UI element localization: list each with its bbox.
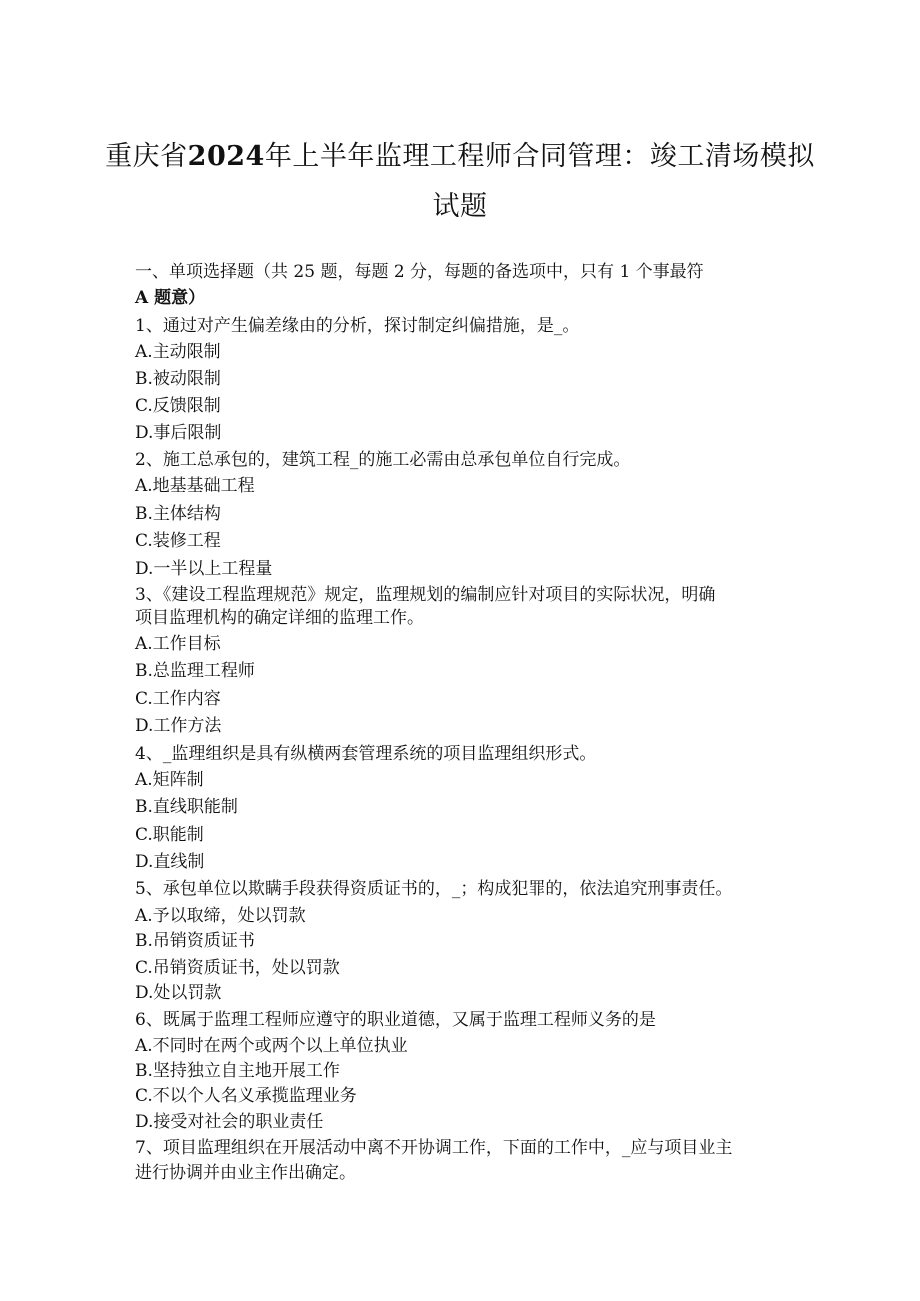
option-c: C.反馈限制 [135,396,221,416]
title-year: 2024 [187,141,265,172]
option-d: D.事后限制 [135,423,222,443]
document-title [0,134,920,173]
section-header-line2 [135,283,205,308]
option-d: D.直线制 [135,852,205,872]
option-c: C.装修工程 [135,531,221,551]
document-title-line2: 试题 [432,191,488,222]
option-b: B.总监理工程师 [135,661,255,681]
question-stem: 7、项目监理组织在开展活动中离不开协调工作，下面的工作中，_应与项目业主 [135,1138,733,1158]
question-stem: 6、既属于监理工程师应遵守的职业道德，又属于监理工程师义务的是 [135,1010,656,1030]
option-b: B.吊销资质证书 [135,931,255,951]
question-stem-cont: 进行协调并由业主作出确定。 [135,1163,356,1183]
question-stem: 5、承包单位以欺瞒手段获得资质证书的，_；构成犯罪的，依法追究刑事责任。 [135,879,733,899]
option-c: C.工作内容 [135,689,221,709]
question-stem: 2、施工总承包的，建筑工程_的施工必需由总承包单位自行完成。 [135,450,631,470]
option-c: C.不以个人名义承揽监理业务 [135,1086,357,1106]
section-header-line1: 一、单项选择题（共 25 题，每题 2 分，每题的备选项中，只有 1 个事最符 [135,262,704,282]
question-stem: 1、通过对产生偏差缘由的分析，探讨制定纠偏措施，是_。 [135,316,580,336]
question-stem: 3、《建设工程监理规范》规定，监理规划的编制应针对项目的实际状况，明确 [135,585,716,605]
option-d: D.接受对社会的职业责任 [135,1112,324,1132]
title-part1: 重庆省 [105,141,188,172]
option-c: C.吊销资质证书，处以罚款 [135,958,340,978]
option-b: B.坚持独立自主地开展工作 [135,1061,340,1081]
option-a: A.主动限制 [135,342,221,362]
option-d: D.工作方法 [135,716,222,736]
section-header-line2-a: A [135,288,149,308]
option-a: A.地基基础工程 [135,476,255,496]
section-header-line2-b: 题意） [154,288,206,308]
question-stem-cont: 项目监理机构的确定详细的监理工作。 [135,608,424,628]
option-b: B.主体结构 [135,504,221,524]
option-a: A.矩阵制 [135,770,204,790]
option-a: A.不同时在两个或两个以上单位执业 [135,1036,408,1056]
option-a: A.工作目标 [135,634,221,654]
title-part2: 年上半年监理工程师合同管理：竣工清场模拟 [264,141,815,172]
option-b: B.被动限制 [135,369,221,389]
option-d: D.一半以上工程量 [135,559,273,579]
option-d: D.处以罚款 [135,983,222,1003]
option-c: C.职能制 [135,825,204,845]
option-a: A.予以取缔，处以罚款 [135,906,306,926]
question-stem: 4、_监理组织是具有纵横两套管理系统的项目监理组织形式。 [135,744,597,764]
option-b: B.直线职能制 [135,797,238,817]
